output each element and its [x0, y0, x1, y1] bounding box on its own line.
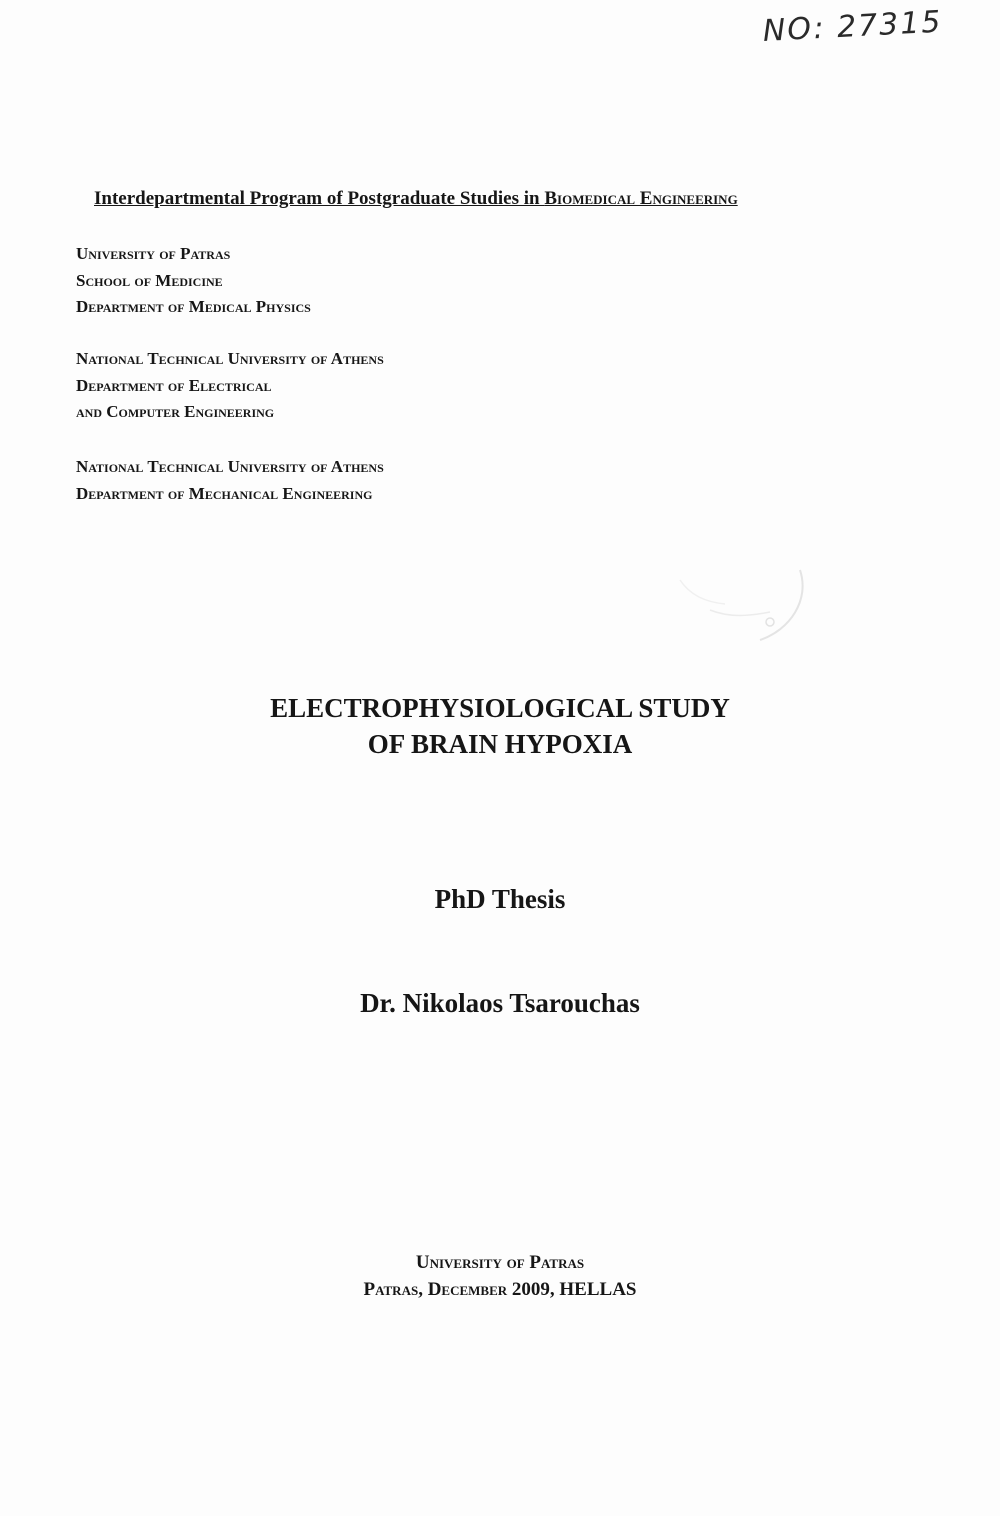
institution-line: Department of Electrical: [76, 375, 272, 395]
institution-line: National Technical University of Athens: [76, 457, 384, 476]
thesis-type: PhD Thesis: [434, 884, 566, 914]
thesis-title-line-2: OF BRAIN HYPOXIA: [367, 729, 633, 759]
handwritten-catalog-number: NO: 27315: [762, 4, 944, 49]
footer-university: University of Patras: [415, 1252, 585, 1273]
program-heading: [94, 188, 914, 210]
footer-affiliation: [0, 1249, 1000, 1303]
thesis-title-line-1: ELECTROPHYSIOLOGICAL STUDY: [270, 693, 730, 723]
institution-line: Department of Mechanical Engineering: [76, 483, 373, 503]
institution-line: National Technical University of Athens: [76, 349, 384, 368]
program-heading-field: Biomedical Engineering: [544, 188, 738, 209]
footer-place-date: [0, 1276, 1000, 1303]
institution-line: Department of Medical Physics: [76, 297, 311, 316]
institution-line: and Computer Engineering: [76, 402, 275, 421]
footer-place-month: Patras, December: [363, 1279, 508, 1300]
institution-block-patras: [76, 241, 311, 321]
institution-line: School of Medicine: [76, 270, 223, 290]
institution-block-ntua-mechanical: [76, 454, 384, 507]
footer-year-country: 2009, HELLAS: [507, 1279, 637, 1300]
program-heading-prefix: Interdepartmental Program of Postgraduate Studies in: [94, 188, 545, 209]
institution-block-ntua-electrical: [76, 346, 384, 426]
thesis-title: [0, 690, 1000, 762]
institution-line: University of Patras: [76, 244, 231, 263]
author-name: Dr. Nikolaos Tsarouchas: [360, 988, 640, 1018]
faded-stamp-mark: [650, 540, 820, 650]
